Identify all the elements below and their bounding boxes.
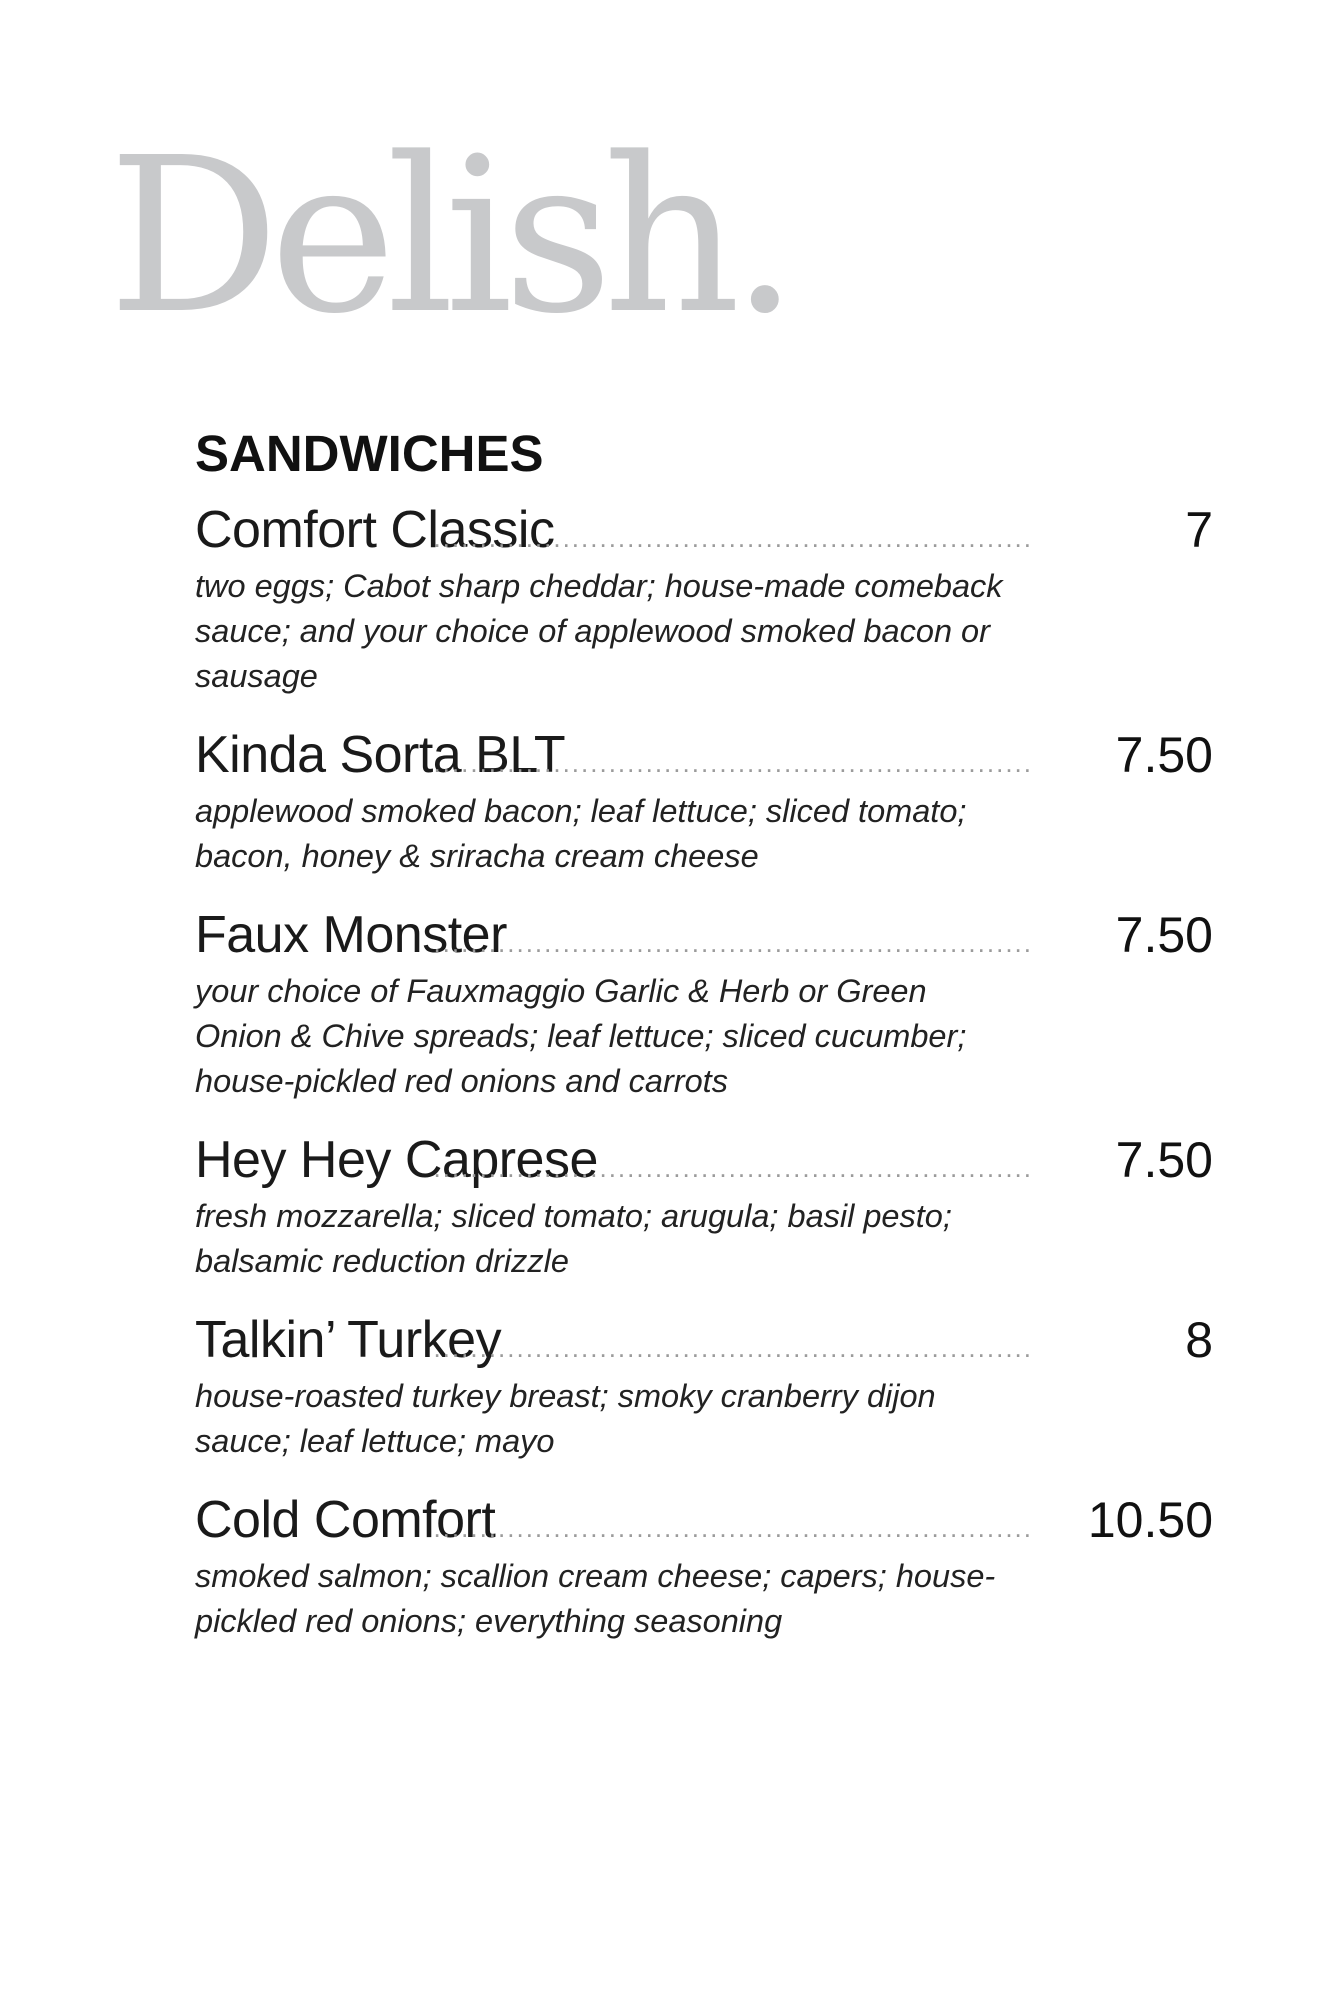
leader-dots: ................................................................. (433, 1513, 1033, 1543)
menu-item (195, 1130, 1213, 1284)
menu-item (195, 1310, 1213, 1464)
menu-item-price: 7.50 (1115, 907, 1213, 963)
leader-dots: ................................................................. (433, 928, 1033, 958)
menu-item-row (195, 500, 1213, 560)
menu-item-name: Cold Comfort (195, 1491, 496, 1549)
leader-dots: ................................................................. (433, 1153, 1033, 1183)
menu-item-row (195, 1310, 1213, 1370)
menu-item-description: two eggs; Cabot sharp cheddar; house-made comeback sauce; and your choice of applewood smoked bacon or sausage (195, 568, 1003, 694)
menu-item-row (195, 725, 1213, 785)
leader-dots: ................................................................. (433, 748, 1033, 778)
menu-item-price: 8 (1185, 1312, 1213, 1368)
menu-item-name: Faux Monster (195, 906, 507, 964)
menu-item-name: Hey Hey Caprese (195, 1131, 598, 1189)
menu-item-row (195, 1130, 1213, 1190)
section-title: SANDWICHES (195, 425, 544, 482)
menu-item-description: house-roasted turkey breast; smoky cranberry dijon sauce; leaf lettuce; mayo (195, 1378, 936, 1459)
menu-item (195, 1490, 1213, 1644)
menu-item-price: 7 (1185, 502, 1213, 558)
menu-item-description: applewood smoked bacon; leaf lettuce; sliced tomato; bacon, honey & sriracha cream cheese (195, 793, 967, 874)
menu-item (195, 905, 1213, 1104)
brand-logo: Delish. (108, 112, 789, 361)
menu-items (195, 500, 1213, 1670)
menu-item-name: Kinda Sorta BLT (195, 726, 566, 784)
menu-item-price: 7.50 (1115, 727, 1213, 783)
menu-item (195, 500, 1213, 699)
menu-item-row (195, 905, 1213, 965)
leader-dots: ................................................................. (433, 523, 1033, 553)
menu-item-row (195, 1490, 1213, 1550)
menu-item-price: 7.50 (1115, 1132, 1213, 1188)
menu-item (195, 725, 1213, 879)
menu-item-name: Comfort Classic (195, 501, 555, 559)
menu-item-description: smoked salmon; scallion cream cheese; capers; house-pickled red onions; everything seasoning (195, 1558, 996, 1639)
menu-item-description: your choice of Fauxmaggio Garlic & Herb or Green Onion & Chive spreads; leaf lettuce; sliced cucumber; house-pickled red onions and carrots (195, 973, 967, 1099)
leader-dots: ................................................................. (433, 1333, 1033, 1363)
menu-item-price: 10.50 (1087, 1492, 1213, 1548)
menu-item-name: Talkin’ Turkey (195, 1311, 502, 1369)
menu-item-description: fresh mozzarella; sliced tomato; arugula; basil pesto; balsamic reduction drizzle (195, 1198, 952, 1279)
